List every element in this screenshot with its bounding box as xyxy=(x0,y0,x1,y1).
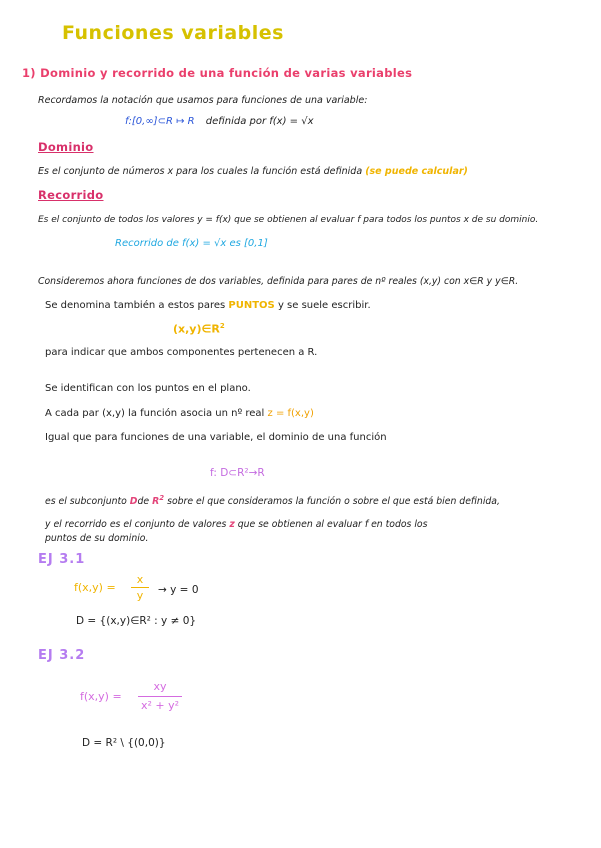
ej31-domain: D = {(x,y)∈R² : y ≠ 0} xyxy=(76,615,197,627)
page-title: Funciones variables xyxy=(62,22,284,44)
ej32-fraction-bar xyxy=(138,696,182,697)
pair-notation xyxy=(173,322,225,336)
two-vars-line8 xyxy=(45,519,427,530)
pair-base: (x,y)∈R xyxy=(173,322,220,336)
notation-formula xyxy=(125,116,314,127)
pair-exp: 2 xyxy=(219,322,225,330)
ej31-numerator: x xyxy=(136,573,144,586)
recorrido-example: Recorrido de f(x) = √x es [0,1] xyxy=(115,238,268,249)
line7-exp: 2 xyxy=(159,494,165,502)
line8-post: que se obtienen al evaluar f en todos los xyxy=(237,519,428,530)
line8-z: z xyxy=(229,519,235,530)
two-vars-line9: puntos de su dominio. xyxy=(45,533,149,544)
two-vars-line2 xyxy=(45,300,371,311)
ej32-domain: D = R² \ {(0,0)} xyxy=(82,737,166,749)
line7-R: R xyxy=(152,496,160,508)
ej32-lhs: f(x,y) = xyxy=(80,690,122,703)
recorrido-text: Es el conjunto de todos los valores y = f(x) que se obtienen al evaluar f para todos los puntos x de su dominio. xyxy=(38,215,539,225)
two-vars-line1: Consideremos ahora funciones de dos variables, definida para pares de nº reales (x,y) con x∈R y y∈R. xyxy=(38,276,519,287)
recorrido-heading: Recorrido xyxy=(38,188,104,202)
dominio-text xyxy=(38,166,468,177)
notation-formula-defined: definida por f(x) = √x xyxy=(205,116,314,127)
ej32-label: EJ 3.2 xyxy=(38,648,86,663)
two-vars-line4: Se identifican con los puntos en el plano. xyxy=(45,383,251,394)
ej32-numerator: xy xyxy=(153,680,167,693)
function-domain-formula: f: D⊂R²→R xyxy=(210,467,265,479)
line5-pre: A cada par (x,y) la función asocia un nº real xyxy=(45,408,265,419)
ej31-lhs: f(x,y) = xyxy=(74,581,116,594)
intro-text: Recordamos la notación que usamos para funciones de una variable: xyxy=(38,95,368,106)
two-vars-line5 xyxy=(45,408,314,419)
ej31-fraction-bar xyxy=(131,587,149,588)
line7-mid: de xyxy=(137,496,150,508)
two-vars-line3: para indicar que ambos componentes pertenecen a R. xyxy=(45,347,318,358)
puntos-highlight: PUNTOS xyxy=(228,300,275,311)
ej31-arrow-text: → y = 0 xyxy=(158,584,199,596)
line2-post: y se suele escribir. xyxy=(277,300,371,311)
two-vars-line6: Igual que para funciones de una variable, el dominio de una función xyxy=(45,432,387,443)
dominio-text-main: Es el conjunto de números x para los cuales la función está definida xyxy=(38,166,363,177)
line2-pre: Se denomina también a estos pares xyxy=(45,300,226,311)
line7-D: D xyxy=(129,496,138,508)
dominio-heading: Dominio xyxy=(38,140,94,154)
z-highlight: z = f(x,y) xyxy=(267,408,314,419)
section-heading: 1) Dominio y recorrido de una función de varias variables xyxy=(22,66,413,80)
dominio-highlight: (se puede calcular) xyxy=(365,166,468,177)
line7-post: sobre el que consideramos la función o sobre el que está bien definida, xyxy=(167,496,500,508)
ej31-label: EJ 3.1 xyxy=(38,552,86,567)
line8-pre: y el recorrido es el conjunto de valores xyxy=(45,519,227,530)
ej31-denominator: y xyxy=(136,589,144,602)
ej32-denominator: x² + y² xyxy=(140,699,180,712)
two-vars-line7 xyxy=(45,494,500,507)
notation-formula-main: f:[0,∞]⊂R ↦ R xyxy=(125,116,195,127)
line7-pre: es el subconjunto xyxy=(45,496,127,508)
